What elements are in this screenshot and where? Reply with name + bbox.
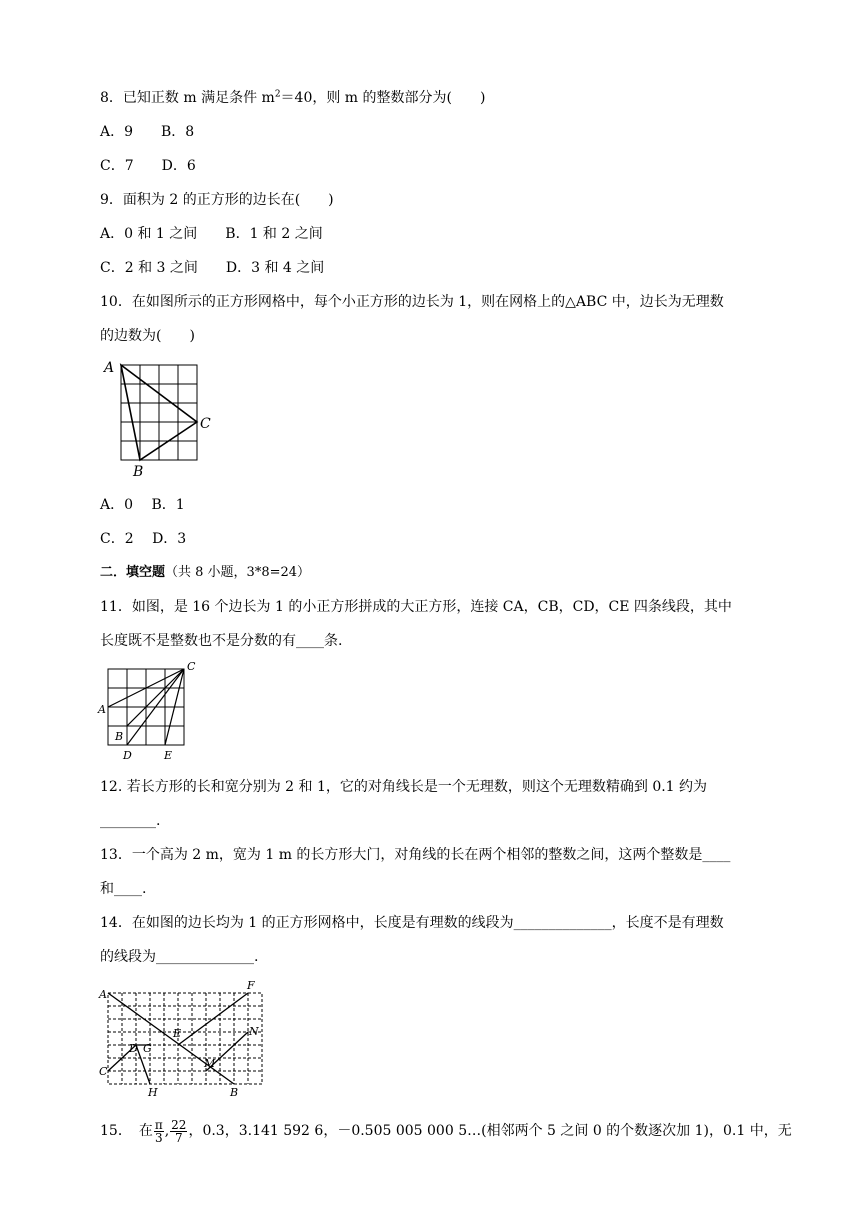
q10-stem-line2: 的边数为( ) xyxy=(100,328,195,344)
q14-label-g: G xyxy=(143,1042,152,1055)
q14-stem-line1: 14．在如图的边长均为 1 的正方形网格中，长度是有理数的线段为______________，长度不是有理数 xyxy=(100,915,724,931)
q15-stem: 15． 在 $\frac{\pi}{3}$ , $\frac{22}{7}$ ，0.3，3.141 592 6，－0.505 005 000 5…(相邻两个 5 之间 0 的个数逐次加 1)，0.1 中，无 xyxy=(100,1117,792,1145)
q11-label-c: C xyxy=(187,660,196,673)
q9-stem: 9．面积为 2 的正方形的边长在( ) xyxy=(100,192,334,208)
q11-label-b: B xyxy=(115,730,124,743)
q14-label-f: F xyxy=(247,979,255,992)
q11-label-e: E xyxy=(164,749,173,762)
q9-options-ab: A．0 和 1 之间 B．1 和 2 之间 xyxy=(100,226,323,242)
q9-options-cd: C．2 和 3 之间 D．3 和 4 之间 xyxy=(100,260,325,276)
q13-stem-line1: 13．一个高为 2 m，宽为 1 m 的长方形大门，对角线的长在两个相邻的整数之间，这两个整数是____ xyxy=(100,847,731,863)
q8-options-cd: C．7 D．6 xyxy=(100,158,196,174)
q10-grid-figure xyxy=(100,356,220,480)
q11-label-d: D xyxy=(123,749,132,762)
q13-stem-line2: 和____. xyxy=(100,881,147,897)
q11-label-a: A xyxy=(98,703,106,716)
q12-stem-line1: 12. 若长方形的长和宽分别为 2 和 1，它的对角线长是一个无理数，则这个无理数精确到 0.1 约为 xyxy=(100,779,708,795)
q11-stem-line1: 11．如图，是 16 个边长为 1 的小正方形拼成的大正方形，连接 CA，CB，CD，CE 四条线段，其中 xyxy=(100,599,732,615)
q14-label-m: M xyxy=(204,1057,216,1070)
q8-stem: 8．已知正数 m 满足条件 $m^2=40$，则 m 的整数部分为( ) xyxy=(100,89,486,106)
q14-label-e: E xyxy=(173,1027,182,1040)
q14-label-n: N xyxy=(249,1025,259,1038)
q10-label-a: A xyxy=(104,360,115,376)
q14-grid-figure xyxy=(96,978,271,1100)
q12-stem-line2: ________. xyxy=(100,813,161,829)
q10-options-ab: A．0 B．1 xyxy=(100,497,185,513)
q10-label-b: B xyxy=(133,464,144,480)
fraction-pi-over-3: $\frac{\pi}{3}$ xyxy=(154,1117,163,1145)
q14-label-c: C xyxy=(99,1065,108,1078)
q14-label-h: H xyxy=(148,1086,158,1099)
q8-options-ab: A．9 B．8 xyxy=(100,124,195,140)
q14-stem-line2: 的线段为______________. xyxy=(100,949,259,965)
q14-label-d: D xyxy=(129,1042,138,1055)
q10-stem-line1: 10．在如图所示的正方形网格中，每个小正方形的边长为 1，则在网格上的△ABC 中，边长为无理数 xyxy=(100,294,724,310)
q14-dashed-grid xyxy=(108,993,262,1084)
q14-label-b: B xyxy=(230,1086,239,1099)
q11-grid-figure xyxy=(96,660,206,764)
section2-heading: 二．填空题（共 8 小题，3*8=24） xyxy=(100,565,311,580)
q10-label-c: C xyxy=(200,416,211,432)
fraction-22-over-7: $\frac{22}{7}$ xyxy=(171,1117,187,1145)
q14-label-a: A xyxy=(99,988,107,1001)
q10-options-cd: C．2 D．3 xyxy=(100,531,187,547)
q11-stem-line2: 长度既不是整数也不是分数的有____条. xyxy=(100,633,343,649)
